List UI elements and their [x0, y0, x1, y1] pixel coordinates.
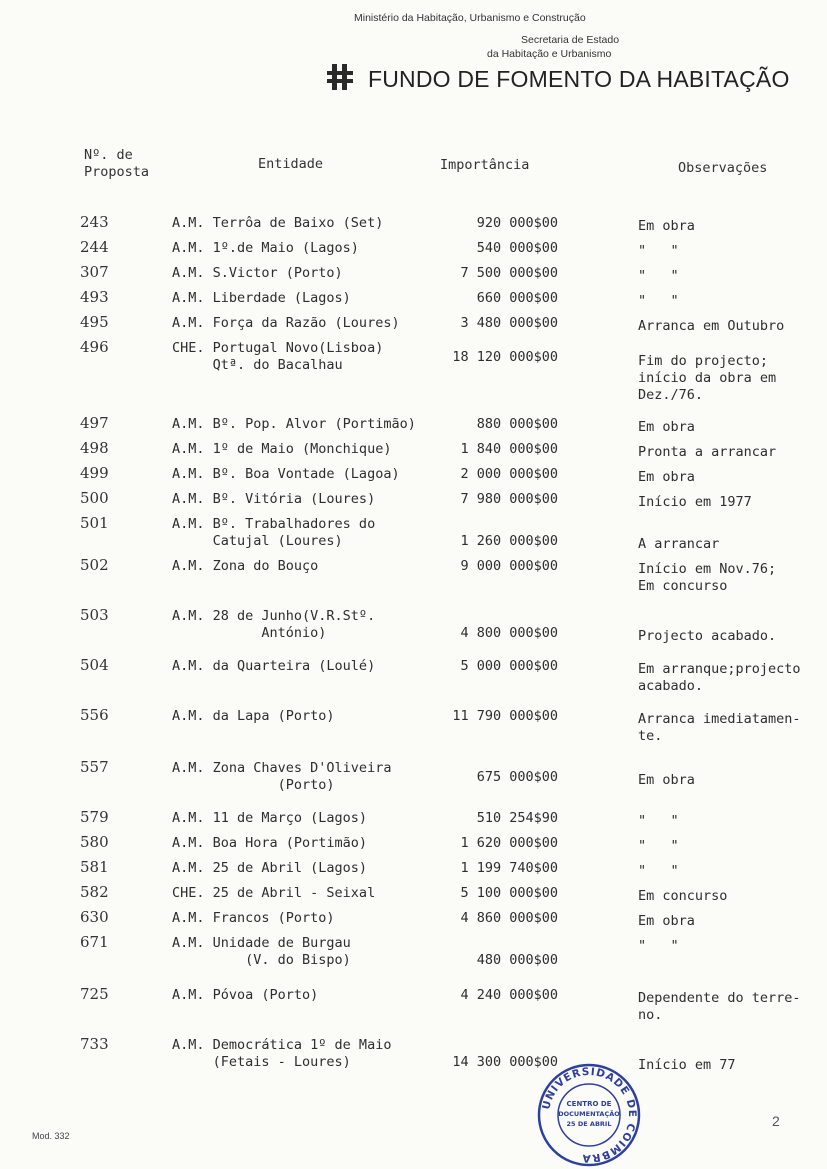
entity-name: Catujal (Loures) [172, 533, 343, 549]
proposal-number: 496 [80, 338, 109, 356]
observation-text: " " [638, 243, 679, 259]
proposal-number: 725 [80, 985, 109, 1003]
entity-name: A.M. Boa Hora (Portimão) [172, 835, 368, 851]
entity-name: A.M. Zona do Bouço [172, 558, 319, 574]
observation-text: Em obra [638, 772, 695, 788]
amount-value: 480 000$00 [476, 952, 558, 968]
amount-value: 7 500 000$00 [460, 265, 558, 281]
amount-value: 1 840 000$00 [460, 441, 558, 457]
stamp-line1: CENTRO DE [566, 1100, 612, 1108]
amount-value: 9 000 000$00 [460, 558, 558, 574]
entity-name: A.M. Unidade de Burgau [172, 935, 351, 951]
entity-name: A.M. Terrôa de Baixo (Set) [172, 215, 384, 231]
proposal-number: 503 [80, 606, 109, 624]
entity-name: A.M. 11 de Março (Lagos) [172, 810, 368, 826]
proposal-number: 495 [80, 313, 109, 331]
entity-name: A.M. Francos (Porto) [172, 910, 335, 926]
proposal-number: 671 [80, 933, 109, 951]
ffh-logo-icon [326, 62, 356, 92]
column-header-entidade: Entidade [258, 156, 324, 172]
observation-text: Arranca em Outubro [638, 318, 785, 334]
proposal-number: 733 [80, 1035, 109, 1053]
entity-name: (Fetais - Loures) [172, 1054, 351, 1070]
stamp-ring-text: UNIVERSIDADE DE COIMBRA [540, 1065, 639, 1165]
amount-value: 1 620 000$00 [460, 835, 558, 851]
proposal-number: 557 [80, 758, 109, 776]
observation-text: " " [638, 938, 679, 954]
observation-text: início da obra em [638, 370, 777, 386]
entity-name: A.M. Zona Chaves D'Oliveira [172, 760, 392, 776]
proposal-number: 493 [80, 288, 109, 306]
header-secretaria: Secretaria de Estado [521, 34, 620, 46]
archive-stamp [536, 1062, 642, 1168]
proposal-number: 500 [80, 489, 109, 507]
observation-text: " " [638, 863, 679, 879]
entity-name: A.M. 1º.de Maio (Lagos) [172, 240, 359, 256]
proposal-number: 244 [80, 238, 109, 256]
observation-text: " " [638, 838, 679, 854]
amount-value: 2 000 000$00 [460, 466, 558, 482]
observation-text: Em obra [638, 218, 695, 234]
observation-text: " " [638, 293, 679, 309]
amount-value: 18 120 000$00 [452, 349, 558, 365]
column-header-importancia: Importância [440, 157, 530, 173]
proposal-number: 579 [80, 808, 109, 826]
observation-text: Dez./76. [638, 387, 704, 403]
entity-name: A.M. Democrática 1º de Maio [172, 1037, 392, 1053]
proposal-number: 556 [80, 706, 109, 724]
proposal-number: 497 [80, 414, 109, 432]
entity-name: A.M. 25 de Abril (Lagos) [172, 860, 368, 876]
amount-value: 3 480 000$00 [460, 315, 558, 331]
amount-value: 880 000$00 [476, 416, 558, 432]
observation-text: Em arranque;projecto [638, 661, 801, 677]
observation-text: acabado. [638, 678, 704, 694]
observation-text: Início em 77 [638, 1057, 736, 1073]
observation-text: Em obra [638, 913, 695, 929]
column-header-proposta-line1: Nº. de [84, 147, 133, 163]
observation-text: te. [638, 728, 663, 744]
proposal-number: 499 [80, 464, 109, 482]
header-fundo-title: FUNDO DE FOMENTO DA HABITAÇÃO [368, 66, 790, 92]
observation-text: Em obra [638, 469, 695, 485]
entity-name: CHE. Portugal Novo(Lisboa) [172, 340, 384, 356]
entity-name: (Porto) [172, 777, 335, 793]
observation-text: A arrancar [638, 536, 720, 552]
entity-name: A.M. Póvoa (Porto) [172, 987, 319, 1003]
entity-name: A.M. da Lapa (Porto) [172, 708, 335, 724]
proposal-number: 581 [80, 858, 109, 876]
footer-form-number: Mod. 332 [32, 1131, 70, 1141]
entity-name: CHE. 25 de Abril - Seixal [172, 885, 376, 901]
amount-value: 14 300 000$00 [452, 1054, 558, 1070]
column-header-observacoes: Observações [678, 160, 768, 176]
header-ministry: Ministério da Habitação, Urbanismo e Construção [354, 12, 586, 24]
proposal-number: 630 [80, 908, 109, 926]
entity-name: A.M. Bº. Pop. Alvor (Portimão) [172, 416, 416, 432]
amount-value: 660 000$00 [476, 290, 558, 306]
proposal-number: 307 [80, 263, 109, 281]
entity-name: António) [172, 625, 327, 641]
header-habitacao: da Habitação e Urbanismo [487, 48, 612, 60]
amount-value: 1 199 740$00 [460, 860, 558, 876]
proposal-number: 504 [80, 656, 109, 674]
proposal-number: 501 [80, 514, 109, 532]
amount-value: 4 240 000$00 [460, 987, 558, 1003]
page-number: 2 [772, 1113, 780, 1129]
stamp-line3: 25 DE ABRIL [566, 1120, 612, 1128]
amount-value: 1 260 000$00 [460, 533, 558, 549]
column-header-proposta-line2: Proposta [84, 164, 150, 180]
observation-text: Projecto acabado. [638, 628, 777, 644]
observation-text: Dependente do terre- [638, 990, 801, 1006]
observation-text: no. [638, 1007, 663, 1023]
proposal-number: 498 [80, 439, 109, 457]
amount-value: 11 790 000$00 [452, 708, 558, 724]
entity-name: A.M. Liberdade (Lagos) [172, 290, 351, 306]
observation-text: Início em 1977 [638, 494, 752, 510]
entity-name: A.M. 28 de Junho(V.R.Stº. [172, 608, 376, 624]
entity-name: A.M. da Quarteira (Loulé) [172, 658, 376, 674]
entity-name: A.M. 1º de Maio (Monchique) [172, 441, 392, 457]
amount-value: 5 100 000$00 [460, 885, 558, 901]
proposal-number: 502 [80, 556, 109, 574]
entity-name: A.M. Bº. Vitória (Loures) [172, 491, 376, 507]
observation-text: Em concurso [638, 888, 728, 904]
stamp-line2: DOCUMENTAÇÃO [558, 1110, 620, 1118]
observation-text: Pronta a arrancar [638, 444, 777, 460]
entity-name: A.M. Força da Razão (Loures) [172, 315, 400, 331]
amount-value: 4 800 000$00 [460, 625, 558, 641]
observation-text: " " [638, 813, 679, 829]
observation-text: Em obra [638, 419, 695, 435]
observation-text: " " [638, 268, 679, 284]
amount-value: 540 000$00 [476, 240, 558, 256]
amount-value: 920 000$00 [476, 215, 558, 231]
entity-name: A.M. S.Victor (Porto) [172, 265, 343, 281]
observation-text: Em concurso [638, 578, 728, 594]
amount-value: 7 980 000$00 [460, 491, 558, 507]
proposal-number: 243 [80, 213, 109, 231]
entity-name: Qtª. do Bacalhau [172, 357, 343, 373]
amount-value: 5 000 000$00 [460, 658, 558, 674]
observation-text: Fim do projecto; [638, 353, 769, 369]
entity-name: A.M. Bº. Trabalhadores do [172, 516, 376, 532]
amount-value: 4 860 000$00 [460, 910, 558, 926]
entity-name: (V. do Bispo) [172, 952, 351, 968]
proposal-number: 582 [80, 883, 109, 901]
proposal-number: 580 [80, 833, 109, 851]
amount-value: 675 000$00 [476, 769, 558, 785]
amount-value: 510 254$90 [476, 810, 558, 826]
observation-text: Arranca imediatamen- [638, 711, 801, 727]
observation-text: Início em Nov.76; [638, 561, 777, 577]
column-header-proposta [84, 147, 149, 181]
entity-name: A.M. Bº. Boa Vontade (Lagoa) [172, 466, 400, 482]
